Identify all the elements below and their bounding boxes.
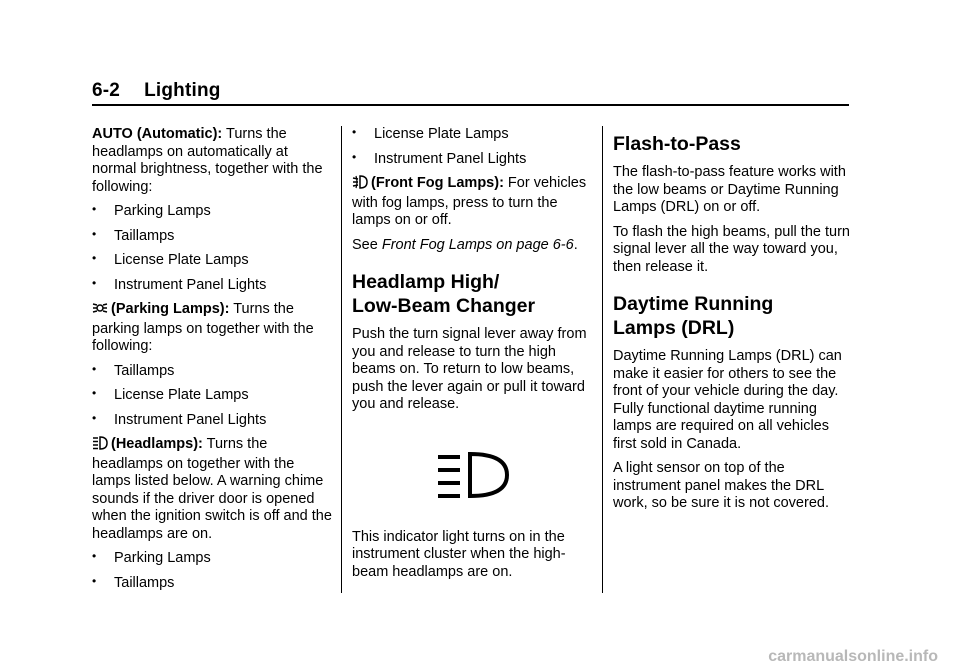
list-item: • License Plate Lamps (92, 251, 249, 268)
see-reference: See Front Fog Lamps on page 6-6. (352, 236, 578, 253)
column-3 (613, 126, 853, 520)
column-divider-1 (341, 126, 342, 593)
flash-paragraph-1: The flash-to-pass feature works with the low beams or Daytime Running Lamps (DRL) on or off. (613, 164, 846, 215)
auto-paragraph: AUTO (Automatic): Turns the headlamps on automatically at normal brightness, together with the following: (92, 126, 323, 195)
section-heading-beam-changer: Headlamp High/ Low-Beam Changer (352, 271, 536, 317)
parking-paragraph: (Parking Lamps): Turns the parking lamps on together with the following: (92, 301, 314, 354)
drl-paragraph-2: A light sensor on top of the instrument panel makes the DRL work, so be sure it is not covered. (613, 460, 829, 511)
column-divider-2 (602, 126, 603, 593)
list-item: • Taillamps (92, 226, 175, 244)
high-beam-indicator-icon (436, 451, 510, 499)
watermark: carmanualsonline.info (768, 648, 938, 665)
list-item: • Parking Lamps (92, 549, 211, 566)
headlamps-paragraph: (Headlamps): Turns the headlamps on together with the lamps listed below. A warning chime sounds if the driver door is opened when the ignition switch is off and the headlamps are on. (92, 436, 332, 542)
page-number: 6-2 (92, 80, 121, 101)
drl-paragraph-1: Daytime Running Lamps (DRL) can make it easier for others to see the front of your vehicle during the day. Fully functional daytime running lamps are required on all vehicles first sold in Canada. (613, 348, 842, 452)
page-header (92, 80, 221, 102)
auto-label: AUTO (Automatic): (92, 126, 223, 142)
fog-paragraph: (Front Fog Lamps): For vehicles with fog lamps, press to turn the lamps on or off. (352, 175, 587, 228)
high-beam-figure (352, 421, 594, 529)
list-item: • Instrument Panel Lights (352, 149, 527, 167)
list-item: • License Plate Lamps (92, 386, 249, 403)
front-fog-lamps-icon (352, 175, 368, 195)
section-title: Lighting (144, 80, 221, 101)
column-2 (352, 126, 594, 588)
headlamps-icon (92, 436, 108, 456)
list-item: • License Plate Lamps (352, 125, 509, 142)
list-item: • Parking Lamps (92, 202, 211, 219)
section-heading-drl: Daytime Running Lamps (DRL) (613, 293, 774, 339)
list-item: • Instrument Panel Lights (92, 275, 267, 293)
list-item: • Instrument Panel Lights (92, 410, 267, 428)
list-item: • Taillamps (92, 361, 175, 379)
changer-paragraph: Push the turn signal lever away from you and release to turn the high beams on. To return to low beams, push the lever again or pull it toward you and release. (352, 326, 587, 412)
header-rule (92, 104, 849, 106)
flash-paragraph-2: To flash the high beams, pull the turn signal lever all the way toward you, then release it. (613, 223, 850, 275)
list-item: • Taillamps (92, 573, 175, 591)
section-heading-flash: Flash-to-Pass (613, 133, 741, 155)
column-1 (92, 126, 334, 599)
parking-lamps-icon (92, 301, 108, 321)
indicator-paragraph: This indicator light turns on in the instrument cluster when the high-beam headlamps are on. (352, 528, 566, 580)
